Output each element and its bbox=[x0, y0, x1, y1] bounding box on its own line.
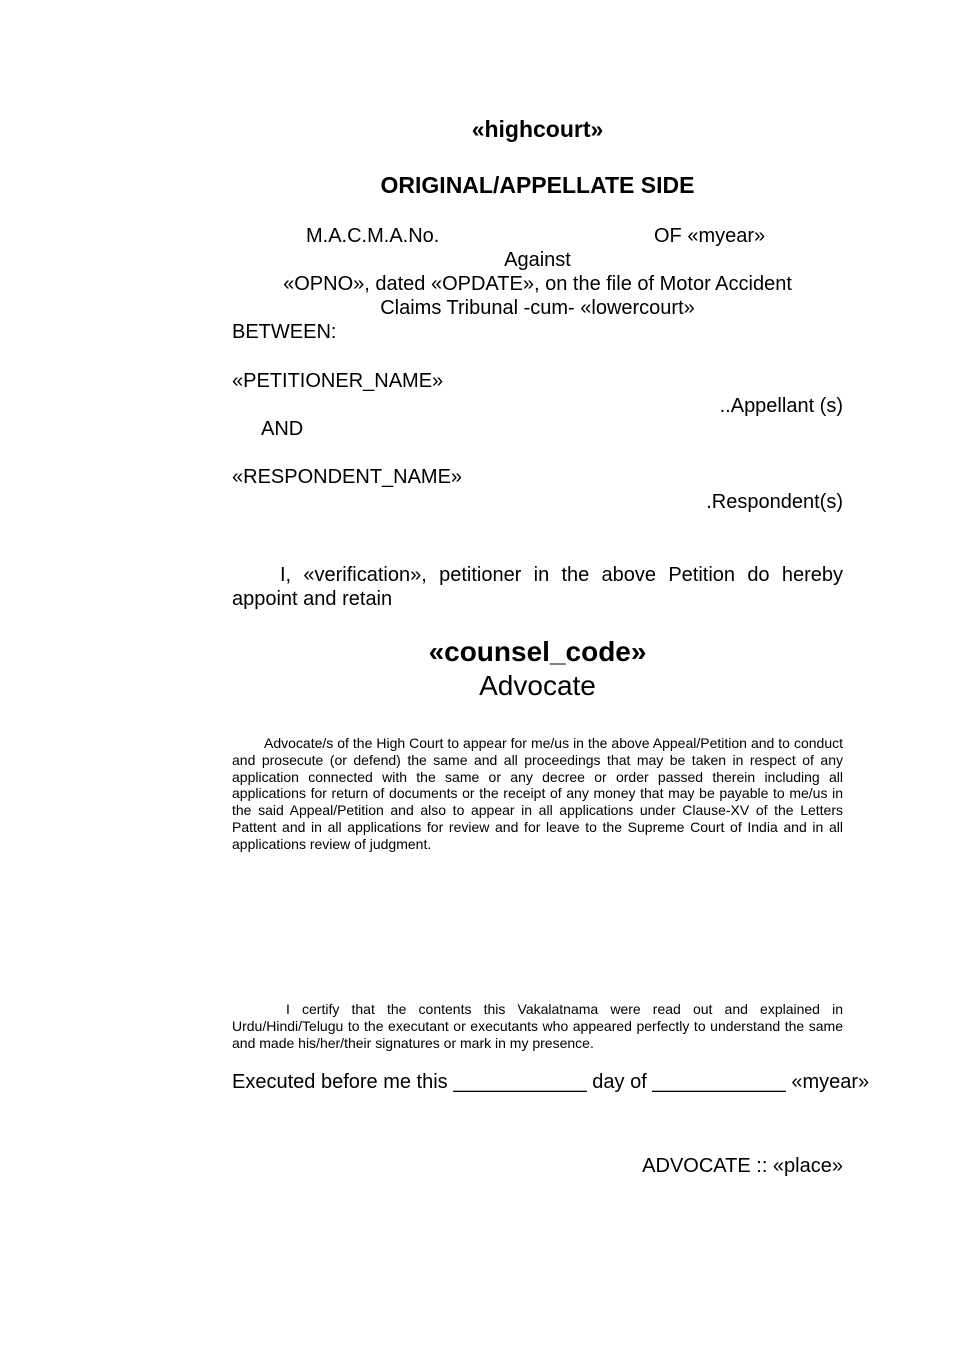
certification-paragraph bbox=[232, 1001, 843, 1051]
certification-text: I certify that the contents this Vakalatnama were read out and explained in Urdu/Hindi/Telugu to the executant or executants who appeared perfectly to understand the same and made his/her/their signatures or mark in my presence. bbox=[232, 1001, 843, 1051]
lower-court-line-1: «OPNO», dated «OPDATE», on the file of Motor Accident bbox=[283, 273, 792, 295]
signature-line: ADVOCATE :: «place» bbox=[642, 1155, 843, 1177]
against-label: Against bbox=[504, 249, 571, 271]
authority-text: Advocate/s of the High Court to appear for me/us in the above Appeal/Petition and to conduct and prosecute (or defend) the same and all proceedings that may be taken in respect of any application connected with the same or any decree or order passed therein including all applications for return of documents or the receipt of any money that may be payable to me/us in the said Appeal/Petition and also to appear in all applications under Clause-XV of the Letters Pattent and in all applications for review and for leave to the Supreme Court of India and in all applications review of judgment. bbox=[232, 735, 843, 852]
executed-line: Executed before me this ____________ day of ____________ «myear» bbox=[232, 1071, 870, 1093]
between-label: BETWEEN: bbox=[232, 321, 337, 343]
respondent-name: «RESPONDENT_NAME» bbox=[232, 466, 463, 488]
counsel-code: «counsel_code» bbox=[428, 636, 647, 667]
case-number-label: M.A.C.M.A.No. bbox=[306, 225, 440, 247]
respondent-label: .Respondent(s) bbox=[706, 491, 843, 513]
advocate-title: Advocate bbox=[479, 670, 596, 701]
and-label: AND bbox=[261, 418, 304, 440]
case-year-label: OF «myear» bbox=[654, 225, 766, 247]
court-name-heading: «highcourt» bbox=[471, 116, 604, 142]
side-heading: ORIGINAL/APPELLATE SIDE bbox=[380, 172, 695, 198]
authority-paragraph bbox=[232, 735, 843, 853]
appellant-label: ..Appellant (s) bbox=[719, 395, 843, 417]
verification-paragraph bbox=[232, 563, 843, 611]
petitioner-name: «PETITIONER_NAME» bbox=[232, 370, 444, 392]
lower-court-line-2: Claims Tribunal -cum- «lowercourt» bbox=[380, 297, 695, 319]
verification-text: I, «verification», petitioner in the above Petition do hereby appoint and retain bbox=[232, 564, 843, 610]
